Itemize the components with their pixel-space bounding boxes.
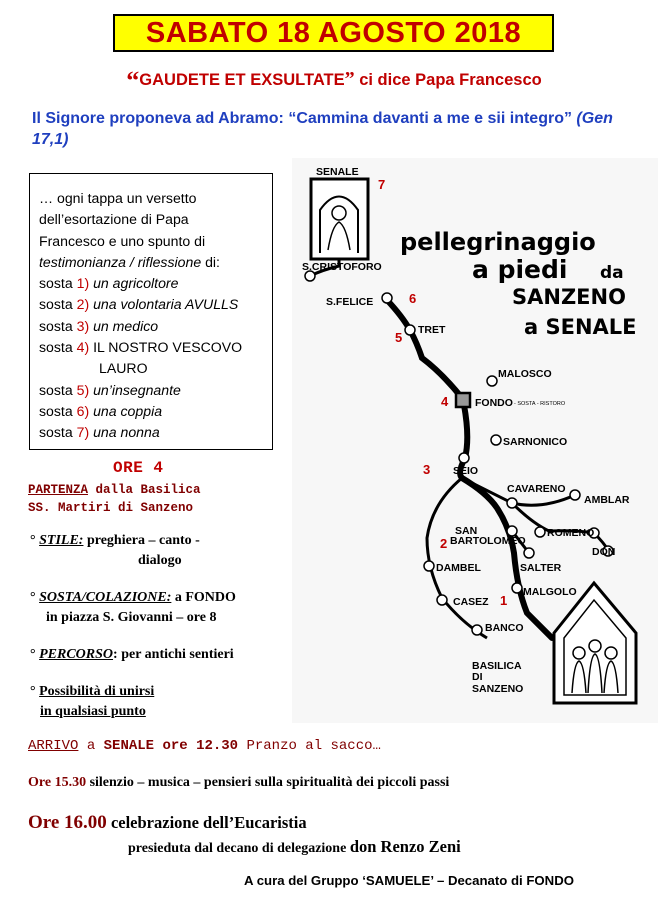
- label-sarnonico: SARNONICO: [503, 436, 568, 448]
- marker-malgolo: [512, 583, 522, 593]
- label-seio: SEIO: [453, 465, 479, 477]
- join-info: [30, 682, 154, 722]
- marker-cavareno: [507, 498, 517, 508]
- label-s-felice: S.FELICE: [326, 296, 374, 308]
- quote-reference: (Gen 17,1): [32, 110, 613, 148]
- stage-label: sosta: [39, 339, 77, 356]
- stage-number: 4): [76, 339, 90, 356]
- senale-label: SENALE: [316, 166, 359, 178]
- stage-text: IL NOSTRO VESCOVO: [89, 339, 243, 356]
- label-tret: TRET: [418, 324, 446, 336]
- arrival-line: [28, 738, 381, 754]
- label-malosco: MALOSCO: [498, 368, 552, 380]
- afternoon-text: silenzio – musica – pensieri sulla spiritualità dei piccoli passi: [86, 775, 450, 790]
- stage-item: [39, 401, 264, 422]
- stage-item: [39, 337, 264, 358]
- label-salter: SALTER: [520, 562, 562, 574]
- label-san: SAN: [455, 525, 478, 537]
- stage-num-3: 3: [423, 462, 431, 477]
- marker-romeno: [535, 527, 545, 537]
- breakfast-value-2: in piazza S. Giovanni – ore 8: [46, 610, 217, 625]
- join-text-2: in qualsiasi punto: [40, 704, 146, 719]
- departure-place: dalla Basilica: [88, 483, 201, 497]
- stage-label: sosta: [39, 381, 77, 398]
- bullet: °: [30, 533, 36, 548]
- stage-item: [39, 380, 264, 401]
- route-info: [30, 645, 234, 665]
- label-casez: CASEZ: [453, 596, 489, 608]
- label-s-cristoforo: S.CRISTOFORO: [302, 261, 382, 273]
- afternoon-time: Ore 15.30: [28, 775, 87, 790]
- subtitle-rest: ci dice Papa Francesco: [354, 71, 542, 89]
- mass-line: [28, 812, 307, 834]
- title-banner: [113, 14, 554, 52]
- stage-text: una volontaria AVULLS: [89, 296, 239, 313]
- stage-num-1: 1: [500, 593, 508, 608]
- label-di: DI: [472, 671, 483, 683]
- mass-text: celebrazione dell’Eucaristia: [106, 813, 307, 832]
- marker-seio: [459, 453, 469, 463]
- marker-salter: [524, 548, 534, 558]
- marker-sarnonico: [491, 435, 501, 445]
- stage-label: sosta: [39, 317, 77, 334]
- stages-intro-line: … ogni tappa un versetto: [39, 190, 197, 206]
- departure-place-line2: SS. Martiri di Sanzeno: [28, 501, 194, 515]
- organizer-credit: A cura del Gruppo ‘SAMUELE’ – Decanato di FONDO: [244, 873, 574, 888]
- map-title-3: da: [600, 263, 624, 283]
- stage-label: sosta: [39, 424, 77, 441]
- stages-intro-line: Francesco e uno spunto di: [39, 232, 206, 249]
- label-don: DON: [592, 546, 616, 558]
- stage-label: sosta: [39, 402, 77, 419]
- label-romeno: ROMENO: [547, 527, 595, 539]
- marker-s-felice: [382, 293, 392, 303]
- label-amblar: AMBLAR: [584, 494, 630, 506]
- breakfast-value: a FONDO: [171, 590, 236, 605]
- label-sanzeno: SANZENO: [472, 683, 524, 695]
- route-key: PERCORSO: [39, 647, 114, 662]
- marker-tret: [405, 325, 415, 335]
- map-title-4: SANZENO: [512, 285, 626, 309]
- bible-quote: [32, 108, 622, 150]
- stage-item: [39, 422, 264, 443]
- label-bartolomeo: BARTOLOMEO: [450, 535, 526, 547]
- route-value: : per antichi sentieri: [113, 647, 234, 662]
- bullet: °: [30, 590, 36, 605]
- stage-item: [39, 316, 264, 337]
- departure-time: ORE 4: [113, 459, 164, 477]
- label-fondo-note: - SOSTA - RISTORO: [514, 401, 566, 407]
- arrival-lunch: Pranzo al sacco…: [238, 738, 381, 754]
- label-fondo: FONDO: [475, 397, 513, 409]
- marker-dambel: [424, 561, 434, 571]
- stage-item-cont: LAURO: [99, 360, 148, 377]
- departure-info: [28, 481, 201, 517]
- label-dambel: DAMBEL: [436, 562, 481, 574]
- bullet: °: [30, 647, 36, 662]
- subtitle: “GAUDETE ET EXSULTATE” ci dice Papa Francesco: [126, 66, 542, 95]
- presider-name: don Renzo Zeni: [349, 837, 461, 856]
- arrival-place: SENALE: [103, 738, 155, 754]
- stages-box: [29, 173, 273, 450]
- style-key: STILE:: [39, 533, 84, 548]
- label-malgolo: MALGOLO: [523, 586, 577, 598]
- presided-line: [128, 837, 461, 857]
- map-title-1: pellegrinaggio: [400, 228, 596, 256]
- join-text: Possibilità di unirsi: [39, 684, 155, 699]
- stage-number: 7): [76, 424, 90, 441]
- departure-label: PARTENZA: [28, 483, 89, 497]
- marker-casez: [437, 595, 447, 605]
- subtitle-quote: GAUDETE ET EXSULTATE: [139, 71, 345, 89]
- style-value-2: dialogo: [138, 553, 182, 568]
- marker-banco: [472, 625, 482, 635]
- marker-amblar: [570, 490, 580, 500]
- stage-number: 2): [76, 296, 90, 313]
- stages-intro-rest: di:: [201, 253, 220, 270]
- stage-label: sosta: [39, 296, 77, 313]
- stage-text: un agricoltore: [89, 275, 179, 292]
- arrival-a: a: [78, 738, 104, 754]
- stage-number: 3): [76, 317, 90, 334]
- label-banco: BANCO: [485, 622, 524, 634]
- style-value: preghiera – canto -: [83, 533, 200, 548]
- stages-intro-emphasis: testimonianza / riflessione: [39, 253, 202, 270]
- bullet: °: [30, 684, 36, 699]
- marker-fondo: [456, 393, 470, 407]
- afternoon-line: [28, 775, 449, 791]
- stage-text: un’insegnante: [89, 381, 181, 398]
- marker-malosco: [487, 376, 497, 386]
- stage-num-2: 2: [440, 536, 448, 551]
- stage-num-7: 7: [378, 177, 386, 192]
- stage-text: un medico: [89, 317, 159, 334]
- label-basilica: BASILICA: [472, 660, 522, 672]
- stages-intro-line: dell’esortazione di Papa: [39, 211, 189, 228]
- stage-number: 6): [76, 402, 90, 419]
- stage-num-6: 6: [409, 291, 417, 306]
- arrival-label: ARRIVO: [28, 738, 79, 754]
- map-title-5: a SENALE: [524, 315, 637, 339]
- presided-text: presieduta dal decano di delegazione: [128, 841, 350, 856]
- label-cavareno: CAVARENO: [507, 483, 566, 495]
- quote-text: Il Signore proponeva ad Abramo: “Cammina davanti a me e sii integro”: [32, 110, 572, 127]
- stage-item: [39, 273, 264, 294]
- breakfast-key: SOSTA/COLAZIONE:: [39, 590, 172, 605]
- route-map: [292, 158, 658, 723]
- stage-item: [39, 294, 264, 315]
- stage-text: una nonna: [89, 424, 160, 441]
- style-info: [30, 531, 200, 571]
- stage-number: 5): [76, 381, 90, 398]
- stage-text: una coppia: [89, 402, 163, 419]
- map-title-2: a piedi: [472, 255, 568, 284]
- stage-num-4: 4: [441, 394, 449, 409]
- page-title: SABATO 18 AGOSTO 2018: [145, 16, 522, 49]
- arrival-time: ore 12.30: [154, 738, 239, 754]
- stage-label: sosta: [39, 275, 77, 292]
- breakfast-info: [30, 588, 236, 628]
- stage-number: 1): [76, 275, 90, 292]
- stages-intro-line: [39, 252, 264, 273]
- mass-time: Ore 16.00: [28, 812, 107, 833]
- stage-num-5: 5: [395, 330, 403, 345]
